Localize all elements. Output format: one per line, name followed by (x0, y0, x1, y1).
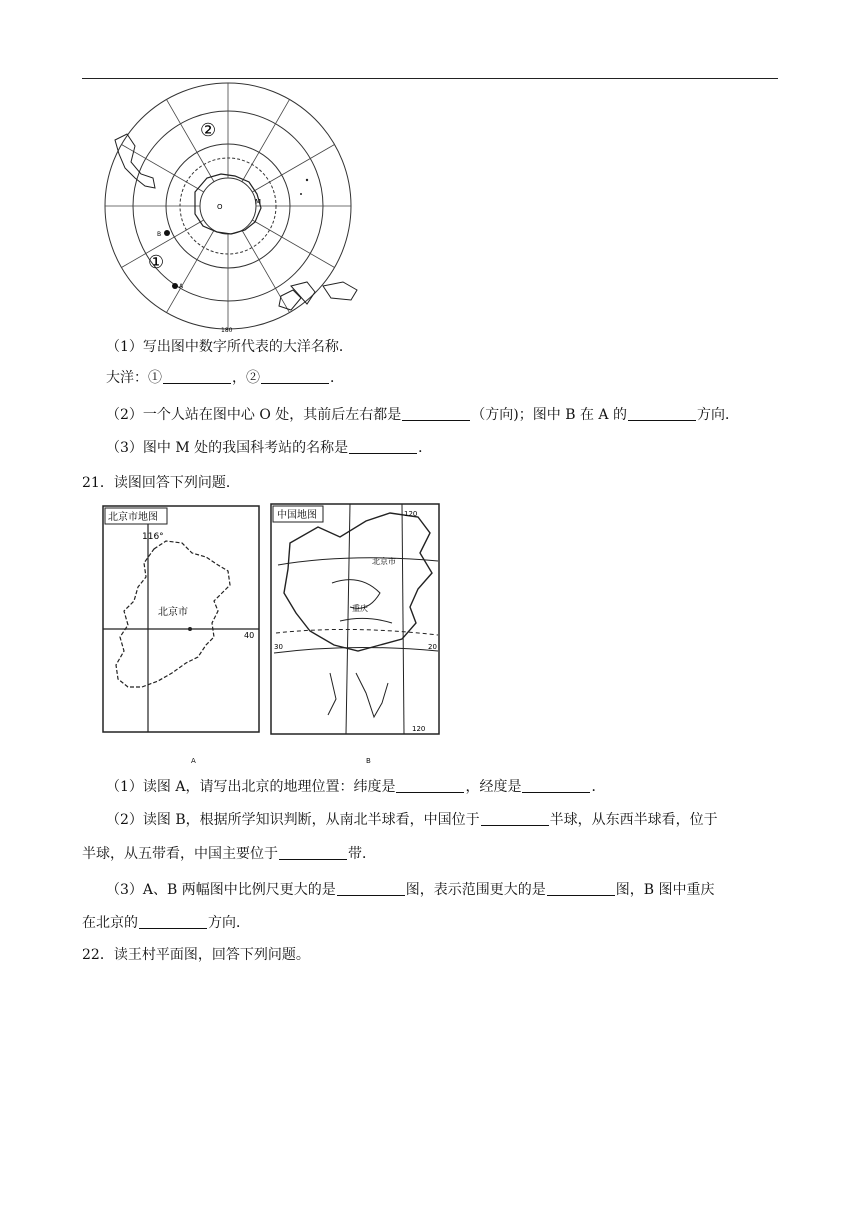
q21-sub1-part-c: ． (591, 779, 606, 795)
meridian-line (252, 145, 334, 193)
q20-sub2-part-c: 方向． (696, 407, 739, 423)
meridian-line (242, 230, 290, 312)
map-b-caption: B (366, 757, 371, 765)
meridian-line (252, 220, 334, 268)
meridian-line (242, 99, 290, 181)
china-map (270, 503, 440, 735)
q21-sub3-line2-part-a: 在北京的 (82, 915, 138, 931)
ocean-1-label: ① (148, 252, 165, 273)
q21-sub2-line2-part-a: 半球，从五带看，中国主要位于 (82, 846, 278, 862)
q21-sub3-part-c: 图，B 图中重庆 (615, 882, 715, 898)
ocean-2-blank[interactable] (261, 369, 329, 384)
q20-sub3-part-a: （3）图中 M 处的我国科考站的名称是 (106, 440, 349, 456)
answer-prefix: 大洋： (106, 370, 148, 386)
china-beijing-label: 北京市 (372, 557, 396, 566)
circled-2: ② (246, 370, 260, 386)
larger-range-blank[interactable] (547, 881, 615, 896)
latitude-blank[interactable] (396, 778, 464, 793)
point-b-label: B (157, 231, 162, 238)
lat-20-label: 20 (428, 643, 437, 651)
station-blank[interactable] (349, 439, 417, 454)
q21-sub3-line2-part-b: 方向． (208, 915, 250, 931)
q20-sub2 (106, 405, 739, 425)
q21-sub1-part-b: ，经度是 (465, 779, 522, 795)
q21-sub3-part-b: 图，表示范围更大的是 (405, 882, 546, 898)
map-a-caption: A (191, 757, 196, 765)
q20-answer-line (106, 368, 344, 388)
q21-sub3-line1 (106, 880, 715, 900)
beijing-city-label: 北京市 (158, 607, 188, 618)
q20-sub2-part-a: （2）一个人站在图中心 O 处，其前后左右都是 (106, 407, 402, 423)
q21-sub2-line1 (106, 810, 718, 830)
ocean-2-label: ② (200, 120, 217, 141)
meridian-line (167, 230, 215, 312)
q21-sub2-part-a: （2）读图 B，根据所学知识判断，从南北半球看，中国位于 (106, 812, 480, 828)
header-rule (82, 78, 778, 79)
beijing-map (102, 505, 260, 733)
q20-sub1: （1）写出图中数字所代表的大洋名称． (106, 339, 353, 355)
china-map-title: 中国地图 (277, 510, 317, 521)
q20-sub3 (106, 438, 432, 458)
lat-30-label: 30 (274, 643, 283, 651)
q21-sub1 (106, 777, 605, 797)
latitude-40-label: 40 (244, 631, 255, 640)
larger-scale-blank[interactable] (337, 881, 405, 896)
lon-120-bottom-label: 120 (412, 725, 426, 733)
q21-sub2-part-b: 半球，从东西半球看，位于 (549, 812, 718, 828)
q21-stem: 21．读图回答下列问题． (82, 475, 240, 491)
beijing-map-title: 北京市地图 (108, 512, 158, 523)
q21-sub3-part-a: （3）A、B 两幅图中比例尺更大的是 (106, 882, 336, 898)
climate-zone-blank[interactable] (279, 845, 347, 860)
longitude-blank[interactable] (522, 778, 590, 793)
ocean-1-blank[interactable] (163, 369, 231, 384)
lon-120-top-label: 120 (404, 510, 418, 518)
q20-sub2-part-b: （方向)；图中 B 在 A 的 (471, 407, 627, 423)
comma: ， (232, 370, 246, 386)
antarctic-polar-map (95, 82, 365, 334)
meridian-180-label: 180 (221, 327, 233, 334)
point-m-label: M (255, 198, 262, 206)
q20-sub3-part-b: ． (418, 440, 433, 456)
circled-1: ① (148, 370, 162, 386)
q21-sub2-line2-part-b: 带． (348, 846, 376, 862)
q21-sub2-line2 (82, 844, 376, 864)
q21-sub1-part-a: （1）读图 A，请写出北京的地理位置：纬度是 (106, 779, 396, 795)
q21-sub3-line2 (82, 913, 250, 933)
direction-blank-2[interactable] (628, 406, 696, 421)
longitude-116-label: 116° (142, 532, 164, 542)
direction-blank-1[interactable] (402, 406, 470, 421)
point-a-label: A (179, 283, 184, 290)
ns-hemisphere-blank[interactable] (481, 811, 549, 826)
q22-stem: 22．读王村平面图，回答下列问题。 (82, 947, 310, 963)
point-o-label: O (217, 203, 223, 211)
chongqing-direction-blank[interactable] (139, 914, 207, 929)
chongqing-label: 重庆 (352, 604, 368, 613)
period: ． (330, 370, 344, 386)
